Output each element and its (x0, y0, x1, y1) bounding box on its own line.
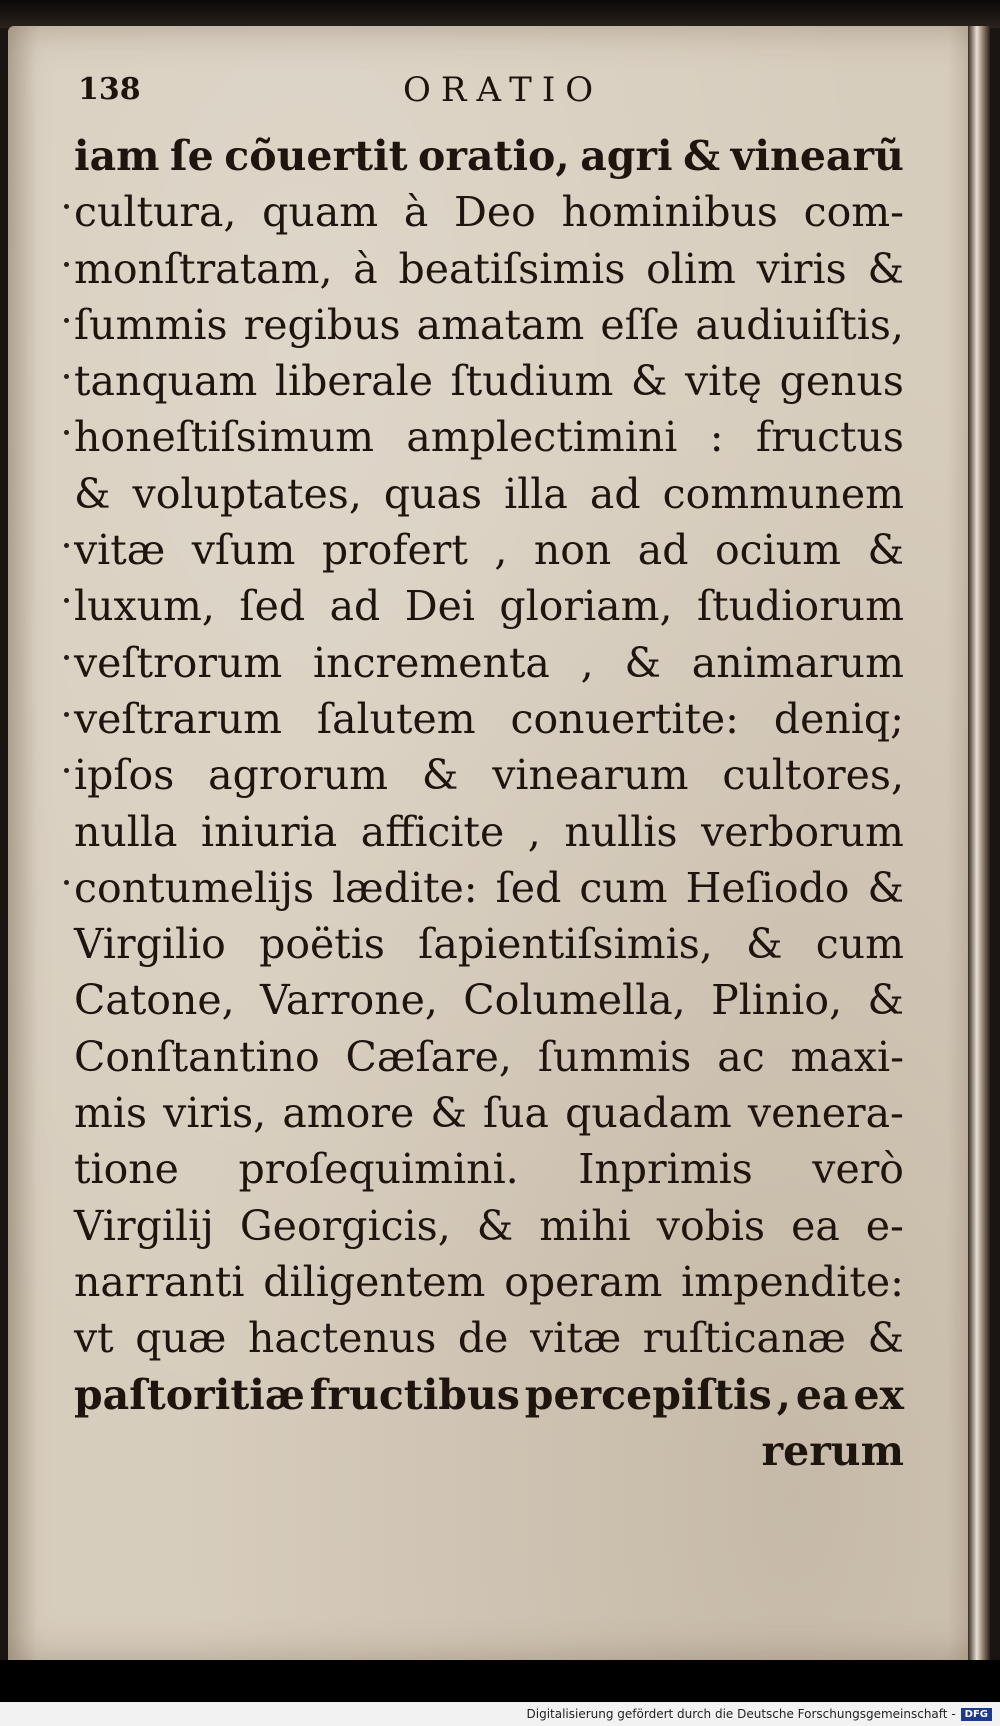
page-header (78, 68, 908, 118)
text-line: & voluptates, quas illa ad communem (74, 469, 904, 518)
text-line: Catone, Varrone, Columella, Plinio, & (74, 976, 904, 1025)
text-line: vitæ vſum profert , non ad ocium & (74, 526, 904, 575)
margin-mark (64, 204, 69, 209)
text-line: honeſtiſsimum amplectimini : fructus (74, 413, 904, 462)
text-line: monſtratam, à beatiſsimis olim viris & (74, 244, 904, 293)
text-line: tanquam liberale ſtudium & vitę genus (74, 357, 904, 406)
dfg-logo: DFG (961, 1708, 992, 1721)
scan-bottom-border (0, 1660, 1000, 1702)
funding-note: Digitalisierung gefördert durch die Deutsche Forschungsgemeinschaft - (526, 1707, 956, 1721)
running-head: ORATIO (403, 70, 604, 110)
margin-mark (64, 768, 69, 773)
page-number: 138 (78, 72, 141, 107)
text-line: veſtrorum incrementa , & animarum (74, 638, 904, 687)
margin-mark (64, 655, 69, 660)
margin-mark (64, 318, 69, 323)
margin-mark (64, 430, 69, 435)
text-line: veſtrarum ſalutem conuertite: deniq; (74, 694, 904, 743)
text-line: Virgilij Georgicis, & mihi vobis ea e- (74, 1201, 904, 1250)
text-line: mis viris, amore & ſua quadam venera- (74, 1089, 904, 1138)
text-line: luxum, ſed ad Dei gloriam, ſtudiorum (74, 582, 904, 631)
margin-mark (64, 712, 69, 717)
margin-mark (64, 374, 69, 379)
text-line: Virgilio poëtis ſapientiſsimis, & cum (74, 920, 904, 969)
text-line: ſummis regibus amatam eſſe audiuiſtis, (74, 300, 904, 349)
digitization-footer (0, 1702, 1000, 1726)
margin-mark (64, 598, 69, 603)
text-line: ipſos agrorum & vinearum cultores, (74, 751, 904, 800)
text-line: paſtoritiæ fructibus percepiſtis , ea ex (74, 1370, 904, 1419)
text-line: narranti diligentem operam impendite: (74, 1257, 904, 1306)
margin-mark (64, 880, 69, 885)
margin-mark (64, 262, 69, 267)
text-line: Conſtantino Cæſare, ſummis ac maxi- (74, 1032, 904, 1081)
catchword: rerum (761, 1426, 904, 1475)
margin-mark (64, 543, 69, 548)
scan-top-border (0, 0, 1000, 28)
text-line: cultura, quam à Deo hominibus com- (74, 188, 904, 237)
text-line: contumelijs lædite: ſed cum Heſiodo & (74, 863, 904, 912)
text-line: vt quæ hactenus de vitæ ruſticanæ & (74, 1314, 904, 1363)
text-line: nulla iniuria afficite , nullis verborum (74, 807, 904, 856)
page-edge (968, 26, 990, 1686)
body-text (74, 128, 904, 1479)
text-line: tione proſequimini. Inprimis verò (74, 1145, 904, 1194)
text-line: iam ſe cõuertit oratio, agri & vinearũ (74, 132, 904, 180)
